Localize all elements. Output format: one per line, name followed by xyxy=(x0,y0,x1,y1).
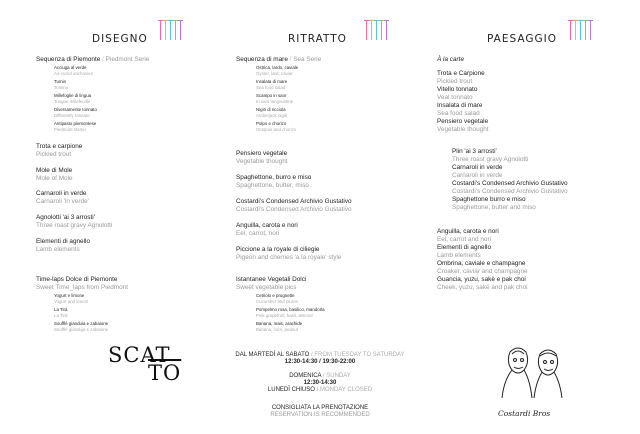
dish-name-en: Costardi's Condensed Archivio Gustativo xyxy=(452,188,568,195)
hours-sunday-times: 12:30-14:30 xyxy=(303,380,337,386)
fork-icon xyxy=(381,20,382,40)
sub-item: Scampo in saor xyxy=(256,93,287,98)
dish-name: Elementi di agnello xyxy=(36,238,90,245)
sub-item: Antipasto piemontese xyxy=(54,121,97,126)
hours-weekdays: DAL MARTEDÌ AL SABATO / FROM TUESDAY TO SATURDAY xyxy=(235,352,405,358)
sub-item-en: Soufflé gianduja e zabaione xyxy=(54,327,109,332)
hours-sunday: DOMENICA / SUNDAY xyxy=(289,373,351,379)
sub-item-en: La Tirà xyxy=(54,313,68,318)
monday-closed-en: MONDAY CLOSED xyxy=(319,387,373,393)
hours-weekdays-en: FROM TUESDAY TO SATURDAY xyxy=(314,352,405,358)
dish-name-en: Veal tonnato xyxy=(437,94,473,101)
logo-bottom: $\overline{TO}$ xyxy=(148,361,182,385)
dish-name-en: Carnaroli 'in verde' xyxy=(36,198,89,205)
dish-name: Ombrina, caviale e champagne xyxy=(437,260,526,267)
fork-icon xyxy=(580,20,581,40)
forks-decoration-icon xyxy=(570,20,591,40)
dish-name-en: Mole of Mole xyxy=(36,175,73,182)
sub-item: Millefoglie di lingua xyxy=(54,93,92,98)
dish-name-en: Lamb elements xyxy=(36,246,80,253)
sub-item-en: Cucumber and plums xyxy=(256,299,298,304)
dish-name: Spaghettone burro e miso xyxy=(452,196,526,203)
sub-item-en: Tongue millefeuille xyxy=(54,99,91,104)
hours-weekdays-it: DAL MARTEDÌ AL SABATO xyxy=(235,352,310,358)
sub-item-en: Banana, corn, peanut xyxy=(256,327,298,332)
sub-item-en: Tomino xyxy=(54,85,69,90)
dish-name: Anguilla, carota e nori xyxy=(437,228,499,235)
hours-sunday-it: DOMENICA xyxy=(289,373,322,379)
fork-icon xyxy=(175,20,176,40)
sub-item: Yogurt e limone xyxy=(54,293,85,298)
sub-item-en: Oyster, lard, caviar xyxy=(256,71,293,76)
monday-closed: LUNEDÌ CHIUSO / MONDAY CLOSED xyxy=(267,387,373,393)
dish-name-en: Vegetable thought xyxy=(437,126,489,133)
dish-name: Pensiero vegetale xyxy=(437,118,489,125)
fork-icon xyxy=(180,20,181,40)
dish-name: Anguilla, carota e nori xyxy=(236,222,298,229)
costardi-bros-sketch-icon xyxy=(490,340,580,430)
dish-name: Carnaroli in verde xyxy=(36,190,87,197)
logo-top: SCAT xyxy=(108,343,171,367)
dish-name-en: Lamb elements xyxy=(437,252,481,259)
dish-name: Elementi di agnello xyxy=(437,244,491,251)
sketch-caption: Costardi Bros xyxy=(498,409,551,418)
sub-item-en: Pink grapefruit, basil, almond xyxy=(256,313,313,318)
sequence-title: Sequenza di Piemonte / Piedmont Serie xyxy=(36,56,150,63)
dish-name: Vitello tonnato xyxy=(437,86,478,93)
sub-item-en: Yogurt and lemon xyxy=(54,299,89,304)
sub-item: Soufflé gianduia e zabaione xyxy=(54,321,109,326)
sequence-title-it: Sequenza di mare xyxy=(236,56,288,63)
dish-name: Trota e carpione xyxy=(36,143,83,150)
dish-name-en: Sea food salad xyxy=(437,110,480,117)
fork-icon xyxy=(386,20,387,40)
sub-item-en: Differently tonnato xyxy=(54,113,90,118)
monday-closed-it: LUNEDÌ CHIUSO xyxy=(267,387,315,393)
sub-item-en: Air-cured anchovies xyxy=(54,71,93,76)
dish-name: Spaghettone, burro e miso xyxy=(236,174,312,181)
dessert-title-en: Sweet Time_laps from Piedmont xyxy=(36,284,128,291)
sub-item-en: Amberjack nigiri xyxy=(256,113,288,118)
forks-decoration-icon xyxy=(160,20,181,40)
dessert-title-en: Sweet vegetable pics xyxy=(236,284,297,291)
sub-item: Tumin xyxy=(54,79,67,84)
fork-icon xyxy=(376,20,377,40)
column-title-disegno: DISEGNO xyxy=(92,33,148,45)
dish-name: Insalata di mare xyxy=(437,102,483,109)
forks-decoration-icon xyxy=(366,20,387,40)
dish-name-en: Three roast gravy Agnolotti xyxy=(36,222,113,229)
sub-item: Banana, mais, arachide xyxy=(256,321,303,326)
sub-item: La Tirà xyxy=(54,307,68,312)
hours-weekdays-times: 12:30-14:30 / 19:30-22:00 xyxy=(284,359,356,365)
sub-item: Cetriolo e prugnette xyxy=(256,293,295,298)
dish-name-en: Three roast gravy Agnolotti xyxy=(452,156,529,163)
sub-item: Ostrica, lardo, caviale xyxy=(256,65,299,70)
a-la-carte-subtitle: À la carte xyxy=(437,56,464,63)
fork-icon xyxy=(575,20,576,40)
sub-item: Insalata di mare xyxy=(256,79,288,84)
dish-name-en: Eel, carrot and nori xyxy=(437,236,491,243)
dish-name: Agnolotti 'ai 3 arrosti' xyxy=(36,214,95,221)
dish-name-en: Costardi's Condensed Archivio Gustativo xyxy=(236,206,352,213)
sub-item-en: In saor langoustine xyxy=(256,99,294,104)
fork-icon xyxy=(170,20,171,40)
dish-name-en: Spaghettone, butter and miso xyxy=(452,204,536,211)
dish-name-en: Pigeon and cherries 'a la royale' style xyxy=(236,254,342,261)
dessert-title: Time-laps Dolce di Piemonte xyxy=(36,276,118,283)
hours-sunday-en: SUNDAY xyxy=(326,373,351,379)
dish-name: Trota e Carpione xyxy=(437,70,485,77)
dish-name: Guancia, yuzu, sakè e pak choi xyxy=(437,276,526,283)
dish-name: Plin 'ai 3 arrosti' xyxy=(452,148,497,155)
sequence-title-en: Piedmont Serie xyxy=(105,56,150,63)
fork-icon xyxy=(590,20,591,40)
dish-name: Costardi's Condensed Archivio Gustativo xyxy=(236,198,352,205)
dish-name-en: Croaker, caviar and champagne xyxy=(437,268,528,275)
sub-item: Polpo e chorizo xyxy=(256,121,287,126)
fork-icon xyxy=(371,20,372,40)
sub-item-en: Piedmont starter xyxy=(54,127,87,132)
dish-name-en: Pickled trout xyxy=(36,151,72,158)
fork-icon xyxy=(366,20,367,40)
fork-icon xyxy=(585,20,586,40)
sub-item: Nigiri di ricciola xyxy=(256,107,286,112)
sub-item: Diversamente tonnato xyxy=(54,107,97,112)
column-title-paesaggio: PAESAGGIO xyxy=(487,33,557,45)
dish-name: Mole di Mole xyxy=(36,167,73,174)
dish-name: Piccione a la royale di ciliegie xyxy=(236,246,320,253)
fork-icon xyxy=(165,20,166,40)
scatto-logo xyxy=(108,343,182,385)
dish-name-en: Vegetable thought xyxy=(236,158,288,165)
dessert-title: Istantanee Vegetali Dolci xyxy=(236,276,307,283)
dish-name: Pensiero vegetale xyxy=(236,150,288,157)
dish-name: Costardi's Condensed Archivio Gustativo xyxy=(452,180,568,187)
sub-item: Acciuga al verde xyxy=(54,65,87,70)
reservation-note: CONSIGLIATA LA PRENOTAZIONE xyxy=(271,405,369,411)
dish-name-en: Cheek, yuzu, saké and pak choi xyxy=(437,284,528,291)
dish-name-en: Eel, carrot, nori xyxy=(236,230,280,237)
column-title-ritratto: RITRATTO xyxy=(288,33,347,45)
dish-name-en: Carnaroli in verde xyxy=(452,172,503,179)
dish-name-en: Spaghettone, butter, miso xyxy=(236,182,309,189)
fork-icon xyxy=(160,20,161,40)
sub-item-en: Octopus and chorizo xyxy=(256,127,297,132)
sub-item: Pompelmo rosa, basilico, mandorla xyxy=(256,307,325,312)
sequence-title-en: Sea Serie xyxy=(293,56,322,63)
sub-item-en: Sea food salad xyxy=(256,85,286,90)
sequence-title: Sequenza di mare / Sea Serie xyxy=(236,56,322,63)
sequence-title-it: Sequenza di Piemonte xyxy=(36,56,101,63)
reservation-note-en: RESERVATION IS RECOMMENDED xyxy=(270,412,370,418)
dish-name-en: Pickled trout xyxy=(437,78,473,85)
dish-name: Carnaroli in verde xyxy=(452,164,503,171)
fork-icon xyxy=(570,20,571,40)
